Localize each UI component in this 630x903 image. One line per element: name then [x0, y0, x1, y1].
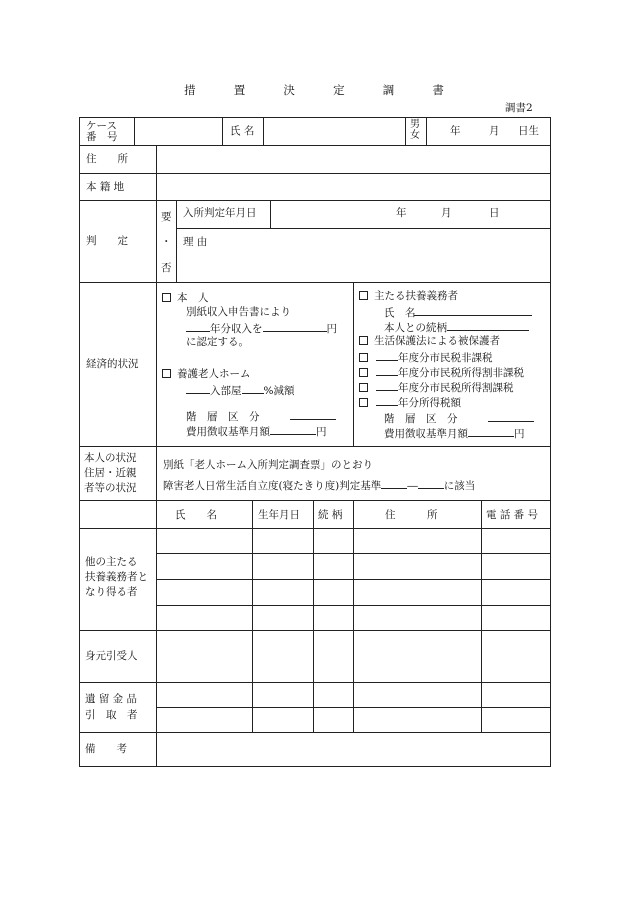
domicile-field[interactable]: [157, 174, 550, 200]
supporters-label-2: 扶養義務者と: [85, 571, 148, 583]
year-blank[interactable]: [186, 321, 210, 332]
self-line-1: 別紙収入申告書により: [186, 306, 291, 318]
judgement-label: 判 定: [86, 235, 128, 247]
fiscal-year-blank[interactable]: [376, 350, 398, 361]
title-char: 調: [382, 83, 397, 97]
supporters-label-1: 他の主たる: [85, 556, 138, 568]
income-tax-exempt-option[interactable]: 年度分市民税所得割非課税: [359, 365, 524, 380]
situation-line-1: 別紙「老人ホーム入所判定調査票」のとおり: [163, 459, 373, 471]
remarks-field[interactable]: [157, 733, 550, 766]
birth-year-label: 年: [450, 125, 461, 137]
page-title: [0, 82, 630, 98]
yes-option[interactable]: 要: [161, 211, 172, 223]
belongings-label-1: 遺 留 金 品: [85, 693, 138, 705]
fiscal-year-blank[interactable]: [376, 380, 398, 391]
self-option[interactable]: 本 人: [162, 292, 209, 305]
checkbox-icon[interactable]: [359, 336, 368, 345]
checkbox-icon[interactable]: [359, 398, 368, 407]
tax-year-blank[interactable]: [376, 395, 398, 406]
right-fee-row: 費用徴収基準月額 円: [384, 428, 525, 440]
income-blank[interactable]: [263, 321, 327, 332]
domicile-label: 本 籍 地: [86, 181, 125, 193]
title-char: 定: [333, 83, 347, 97]
main-supporter-option[interactable]: 主たる扶養義務者: [359, 290, 458, 303]
supporters-label-3: なり得る者: [85, 586, 138, 598]
admission-day-label: 日: [489, 207, 500, 219]
reason-label: 理 由: [183, 236, 208, 248]
header-birth: 生年月日: [258, 509, 300, 521]
header-address: 住 所: [385, 509, 438, 521]
belongings-label-2: 引 取 者: [85, 709, 138, 721]
document-number: 調書2: [505, 102, 533, 114]
left-fee-row: 費用徴収基準月額 円: [186, 426, 327, 438]
guarantor-label: 身元引受人: [85, 650, 138, 662]
left-fee-blank[interactable]: [270, 424, 316, 435]
supporter-name-row: 氏 名: [384, 305, 532, 320]
title-char: 決: [283, 83, 297, 97]
percent-blank[interactable]: [242, 383, 264, 394]
nursing-home-option[interactable]: 養護老人ホーム: [162, 368, 251, 381]
reason-field[interactable]: [177, 229, 550, 282]
checkbox-icon[interactable]: [359, 353, 368, 362]
header-phone: 電 話 番 号: [486, 509, 539, 521]
tax-exempt-option[interactable]: 年度分市民税非課税: [359, 350, 493, 365]
right-fee-blank[interactable]: [468, 426, 514, 437]
self-line-2: 年分収入を 円: [186, 321, 337, 336]
checkbox-icon[interactable]: [359, 291, 368, 300]
welfare-option[interactable]: 生活保護法による被保護者: [359, 335, 500, 348]
female-option[interactable]: 女: [410, 130, 420, 141]
situation-label-3: 者等の状況: [84, 482, 137, 494]
left-rank-blank[interactable]: [290, 409, 336, 420]
case-number-label: 番 号: [86, 131, 118, 143]
situation-label-1: 本人の状況: [84, 452, 137, 464]
situation-line-2: 障害老人日常生活自立度(寝たきり度)判定基準 ― に該当: [163, 480, 476, 492]
checkbox-icon[interactable]: [162, 293, 171, 302]
right-rank-blank[interactable]: [488, 411, 534, 422]
yes-no-separator: ・: [161, 236, 172, 248]
room-blank[interactable]: [186, 383, 210, 394]
case-label: ケース: [86, 120, 117, 132]
checkbox-icon[interactable]: [162, 369, 171, 378]
situation-label-2: 住居・近親: [84, 467, 137, 479]
header-relation: 続 柄: [318, 509, 343, 521]
remarks-label: 備 考: [85, 743, 127, 755]
income-tax-amount-option[interactable]: 年分所得税額: [359, 395, 461, 410]
header-name: 氏 名: [175, 509, 217, 521]
title-char: 書: [432, 83, 446, 97]
birth-month-label: 月: [489, 125, 500, 137]
supporter-relation-blank[interactable]: [447, 320, 529, 331]
supporter-name-blank[interactable]: [414, 305, 532, 316]
admission-date-label: 入所判定年月日: [183, 207, 257, 219]
nursing-home-line: 入部屋 %減額: [186, 383, 294, 398]
left-rank-row: 階 層 区 分: [186, 409, 336, 424]
no-option[interactable]: 否: [161, 262, 172, 274]
admission-year-label: 年: [396, 207, 407, 219]
checkbox-icon[interactable]: [359, 368, 368, 377]
right-rank-row: 階 層 区 分: [384, 411, 534, 426]
name-label: 氏 名: [230, 125, 255, 137]
income-tax-option[interactable]: 年度分市民税所得割課税: [359, 380, 514, 395]
rank-blank-b[interactable]: [418, 478, 444, 489]
title-char: 措: [184, 83, 198, 97]
title-char: 置: [233, 83, 248, 97]
fiscal-year-blank[interactable]: [376, 365, 398, 376]
male-option[interactable]: 男: [410, 119, 420, 130]
supporter-relation-row: 本人との続柄: [384, 320, 529, 335]
self-line-3: に認定する。: [186, 336, 249, 348]
admission-month-label: 月: [441, 207, 452, 219]
birth-day-label: 日生: [518, 125, 539, 137]
address-field[interactable]: [157, 146, 550, 173]
checkbox-icon[interactable]: [359, 383, 368, 392]
economic-label: 経済的状況: [86, 358, 139, 370]
rank-blank-a[interactable]: [381, 478, 407, 489]
address-label: 住 所: [86, 153, 128, 165]
